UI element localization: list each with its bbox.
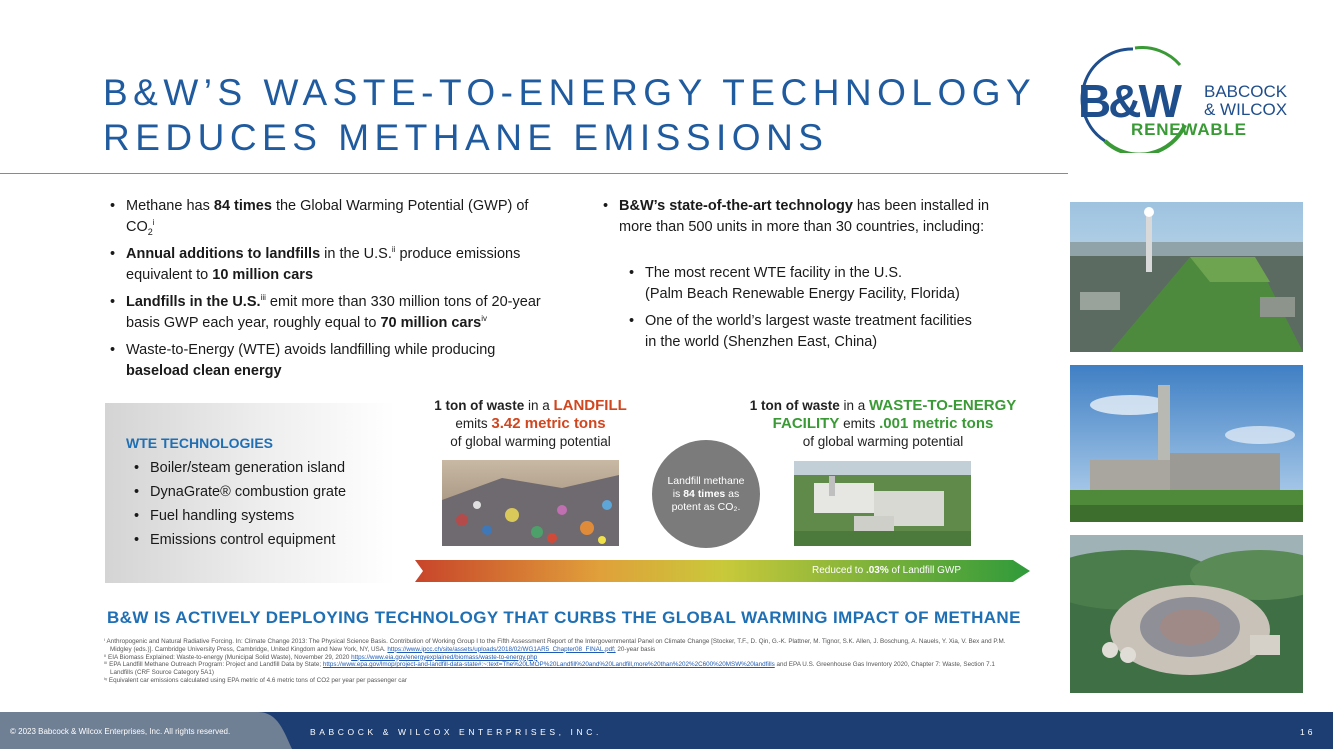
wte-technologies-title: WTE TECHNOLOGIES	[126, 435, 273, 451]
palm-beach-photo	[1070, 365, 1303, 522]
bullet-wte: • Waste-to-Energy (WTE) avoids landfilling while producing baseload clean energy	[108, 340, 548, 382]
footnote-4: ⁱᵛ Equivalent car emissions calculated using EPA metric of 4.6 metric tons of CO2 per year per passenger car	[104, 676, 407, 684]
footnote-2: ⁱⁱ EIA Biomass Explained: Waste-to-energy (Municipal Solid Waste), November 29, 2020 https://www.eia.gov/energyexplained/biomass/waste-to-energy.php	[104, 653, 538, 661]
logo-arc-green-top	[1135, 48, 1180, 65]
wte-technologies-list	[132, 458, 392, 554]
title-divider	[0, 173, 1068, 174]
wte-comparison-text: 1 ton of waste in a WASTE-TO-ENERGY FACILITY emits .001 metric tons of global warming potential	[749, 397, 1017, 449]
landfill-photo	[442, 460, 619, 546]
footnote-3: ⁱⁱⁱ EPA Landfill Methane Outreach Program: Project and Landfill Data by State; https://www.epa.gov/lmop/project-and-landfill-data-state#:~:text=The%20LMOP%20Landfill%20and%20Landfill,more%20than%202%2C600%20MSW%20landfills and EPA U.S. Greenhouse Gas Inventory 2020, Chapter 7: Waste, Section 7.1 Landfills (CRF Source Category 5A1)	[104, 661, 995, 677]
footnote-link[interactable]: https://www.epa.gov/lmop/project-and-landfill-data-state#:~:text=The%20LMOP%20Landfill%20and%20Landfill,more%20than%202%2C600%20MSW%20landfills	[322, 661, 775, 669]
company-logo	[1075, 45, 1310, 153]
logo-line-1: BABCOCK	[1204, 82, 1288, 101]
footnote-1: ⁱ Anthropogenic and Natural Radiative Forcing. In: Climate Change 2013: The Physical Science Basis. Contribution of Working Group I to the Fifth Assessment Report of the Intergovernmental Panel on Climate Change [Stocker, T.F., D. Qin, G.-K. Plattner, M. Tignor, S.K. Allen, J. Boschung, A. Nauels, Y. Xia, V. Bex and P.M. Midgley (eds.)]. Cambridge University Press, Cambridge, United Kingdom and New York, NY, USA. https://www.ipcc.ch/site/assets/uploads/2018/02/WG1AR5_Chapter08_FINAL.pdf; 20-year basis	[104, 638, 1006, 653]
logo-mark: B&W	[1078, 75, 1179, 127]
wte-item: • Emissions control equipment	[132, 530, 392, 551]
footnote-link[interactable]: https://www.eia.gov/energyexplained/biomass/waste-to-energy.php	[351, 653, 538, 661]
copenhill-photo	[1070, 202, 1303, 352]
logo-line-3: RENEWABLE	[1131, 120, 1247, 139]
wte-item: • Boiler/steam generation island	[132, 458, 392, 479]
sub-bullet-shenzhen: • One of the world’s largest waste treatment facilities in the world (Shenzhen East, China)	[627, 311, 1027, 353]
shenzhen-photo	[1070, 535, 1303, 693]
bullet-gwp: • Methane has 84 times the Global Warming Potential (GWP) of $CO_2^i$	[108, 196, 548, 238]
left-bullet-list	[108, 196, 548, 388]
bullet-landfill-additions: • Annual additions to landfills in the U.S.$^{ii}$ produce emissions equivalent to 10 million cars	[108, 244, 548, 286]
bullet-installed-units: • B&W’s state-of-the-art technology has been installed in more than 500 units in more than 30 countries, including:	[601, 196, 1021, 238]
methane-potency-callout: Landfill methane is 84 times as potent as CO₂.	[652, 440, 760, 548]
footnotes	[104, 638, 1019, 685]
sub-bullet-palm-beach: • The most recent WTE facility in the U.S. (Palm Beach Renewable Energy Facility, Florida)	[627, 263, 1027, 305]
slide-title	[103, 70, 1063, 160]
copyright-text: © 2023 Babcock & Wilcox Enterprises, Inc. All rights reserved.	[10, 727, 231, 736]
right-bullet-list	[601, 196, 1021, 244]
deployment-banner: B&W IS ACTIVELY DEPLOYING TECHNOLOGY THAT CURBS THE GLOBAL WARMING IMPACT OF METHANE	[107, 608, 1021, 627]
company-name: BABCOCK & WILCOX ENTERPRISES, INC.	[310, 727, 602, 737]
logo-line-2: & WILCOX	[1204, 100, 1288, 119]
wte-facility-photo	[794, 461, 971, 546]
footnote-link[interactable]: https://www.ipcc.ch/site/assets/uploads/2018/02/WG1AR5_Chapter08_FINAL.pdf;	[387, 645, 616, 653]
bullet-landfill-emissions: • Landfills in the U.S.$^{iii}$ emit more than 330 million tons of 20-year basis GWP each year, roughly equal to 70 million cars$^{iv}$	[108, 292, 548, 334]
title-line-2: REDUCES METHANE EMISSIONS	[103, 117, 829, 158]
title-line-1: B&W’S WASTE-TO-ENERGY TECHNOLOGY	[103, 72, 1037, 113]
landfill-comparison-text: 1 ton of waste in a LANDFILL emits 3.42 metric tons of global warming potential	[434, 397, 627, 449]
wte-item: • DynaGrate® combustion grate	[132, 482, 392, 503]
gwp-reduction-label: Reduced to .03% of Landfill GWP	[812, 565, 961, 576]
right-sub-bullet-list	[627, 263, 1027, 359]
page-number: 16	[1300, 727, 1316, 737]
wte-item: • Fuel handling systems	[132, 506, 392, 527]
